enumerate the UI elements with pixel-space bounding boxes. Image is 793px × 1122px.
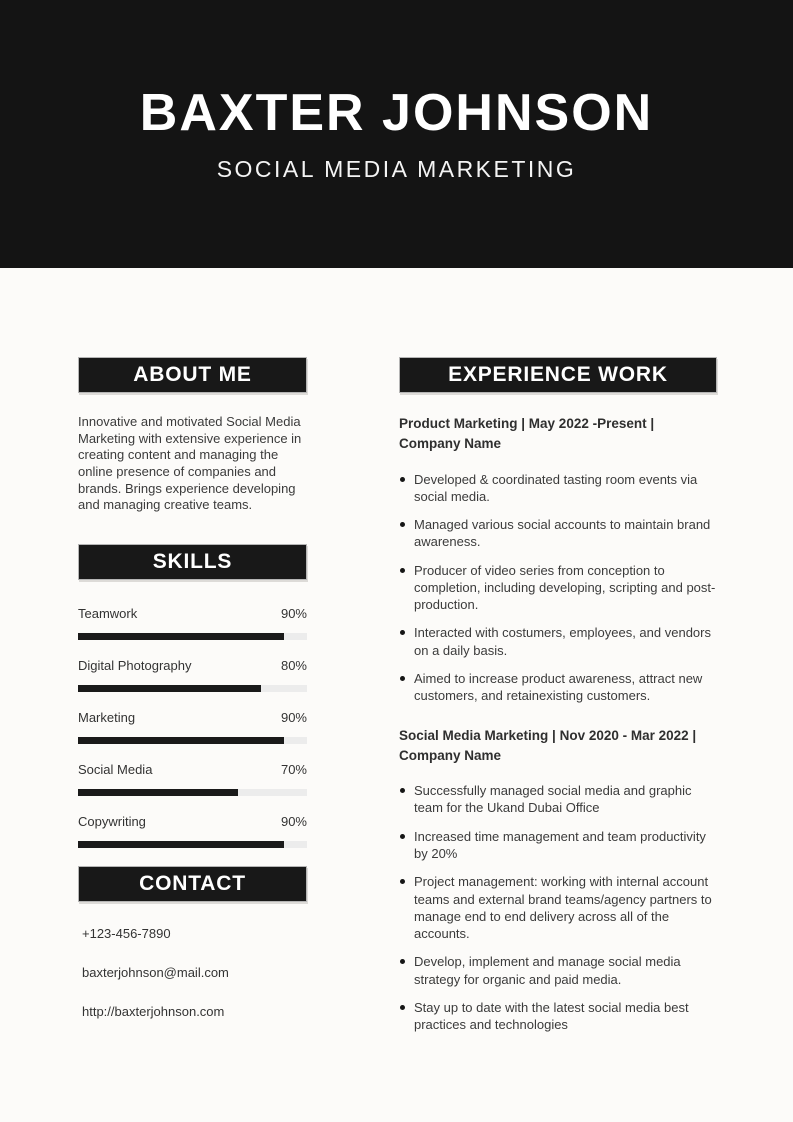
right-column [399, 357, 717, 1044]
skill-percent: 70% [280, 761, 307, 777]
job-bullet-item [399, 828, 717, 863]
skill-label: Digital Photography [78, 657, 192, 673]
contact-item: http://baxterjohnson.com [82, 1003, 225, 1019]
bullet-dot-icon [400, 788, 405, 793]
skill-row [78, 658, 307, 692]
bullet-dot-icon [400, 630, 405, 635]
bullet-text: Producer of video series from conception to completion, including developing, scripting and post-production. [414, 562, 716, 613]
contact-section [78, 866, 307, 1019]
bullet-dot-icon [400, 1005, 405, 1010]
job-title: Social Media Marketing | Nov 2020 - Mar 2022 | Company Name [399, 727, 697, 763]
header-banner [0, 0, 793, 268]
job-bullet-item [399, 873, 717, 942]
skill-bar-fill [78, 789, 238, 796]
job-bullet-item [399, 670, 717, 705]
bullet-dot-icon [400, 959, 405, 964]
job-title: Product Marketing | May 2022 -Present | Company Name [399, 416, 655, 452]
skill-bar-fill [78, 685, 261, 692]
skill-bar-track [78, 633, 307, 640]
bullet-dot-icon [400, 879, 405, 884]
bullet-dot-icon [400, 568, 405, 573]
skill-row [78, 814, 307, 848]
bullet-dot-icon [400, 676, 405, 681]
bullet-text: Successfully managed social media and graphic team for the Ukand Dubai Office [414, 783, 692, 816]
skills-heading: SKILLS [78, 544, 307, 580]
skills-list [78, 606, 307, 848]
person-name: BAXTER JOHNSON [139, 84, 654, 142]
skill-row [78, 762, 307, 796]
bullet-dot-icon [400, 477, 405, 482]
bullet-dot-icon [400, 834, 405, 839]
skill-percent: 90% [280, 813, 307, 829]
jobs-list [399, 414, 717, 1033]
skill-bar-track [78, 737, 307, 744]
left-column [78, 357, 307, 1044]
skill-percent: 90% [280, 709, 307, 725]
job-bullet-item [399, 516, 717, 551]
skill-label: Marketing [78, 709, 136, 725]
skill-bar-fill [78, 633, 284, 640]
skill-label: Social Media [78, 761, 153, 777]
job-bullet-item [399, 782, 717, 817]
skill-label: Copywriting [78, 813, 146, 829]
job-bullet-item [399, 999, 717, 1034]
person-job-title: SOCIAL MEDIA MARKETING [216, 155, 577, 182]
job-bullet-item [399, 624, 717, 659]
job-entry [399, 726, 717, 1034]
skill-bar-track [78, 685, 307, 692]
skill-label: Teamwork [78, 605, 138, 621]
job-entry [399, 414, 717, 705]
body-content [0, 268, 793, 1044]
bullet-text: Increased time management and team productivity by 20% [414, 828, 706, 861]
job-bullet-item [399, 562, 717, 614]
contact-heading: CONTACT [78, 866, 307, 902]
bullet-text: Stay up to date with the latest social media best practices and technologies [414, 999, 689, 1033]
experience-heading: EXPERIENCE WORK [399, 357, 717, 393]
bullet-text: Project management: working with internal account teams and external brand teams/agency partners to manage end to end delivery across all of the accounts. [414, 874, 712, 942]
job-bullet-item [399, 471, 717, 506]
job-bullets [399, 471, 717, 705]
contact-item: baxterjohnson@mail.com [82, 964, 229, 980]
job-bullets [399, 782, 717, 1033]
skill-percent: 80% [280, 657, 307, 673]
skill-row [78, 710, 307, 744]
bullet-text: Interacted with costumers, employees, and vendors on a daily basis. [414, 625, 711, 658]
skill-bar-track [78, 841, 307, 848]
skill-bar-track [78, 789, 307, 796]
bullet-text: Developed & coordinated tasting room events via social media. [414, 471, 698, 504]
contact-list [78, 926, 307, 1019]
skill-percent: 90% [280, 605, 307, 621]
contact-item: +123-456-7890 [82, 925, 171, 941]
skill-row [78, 606, 307, 640]
skills-section [78, 544, 307, 848]
skill-bar-fill [78, 737, 284, 744]
bullet-text: Aimed to increase product awareness, attract new customers, and retainexisting customers. [414, 671, 703, 704]
about-heading: ABOUT ME [78, 357, 307, 393]
about-text: Innovative and motivated Social Media Marketing with extensive experience in creating content and managing the online presence of companies and brands. Brings experience developing and managing creative teams. [78, 414, 302, 513]
experience-section [399, 357, 717, 1033]
bullet-text: Managed various social accounts to maintain brand awareness. [414, 517, 711, 550]
bullet-dot-icon [400, 522, 405, 527]
bullet-text: Develop, implement and manage social media strategy for organic and paid media. [414, 954, 681, 987]
job-bullet-item [399, 953, 717, 988]
about-section [78, 357, 307, 514]
skill-bar-fill [78, 841, 284, 848]
